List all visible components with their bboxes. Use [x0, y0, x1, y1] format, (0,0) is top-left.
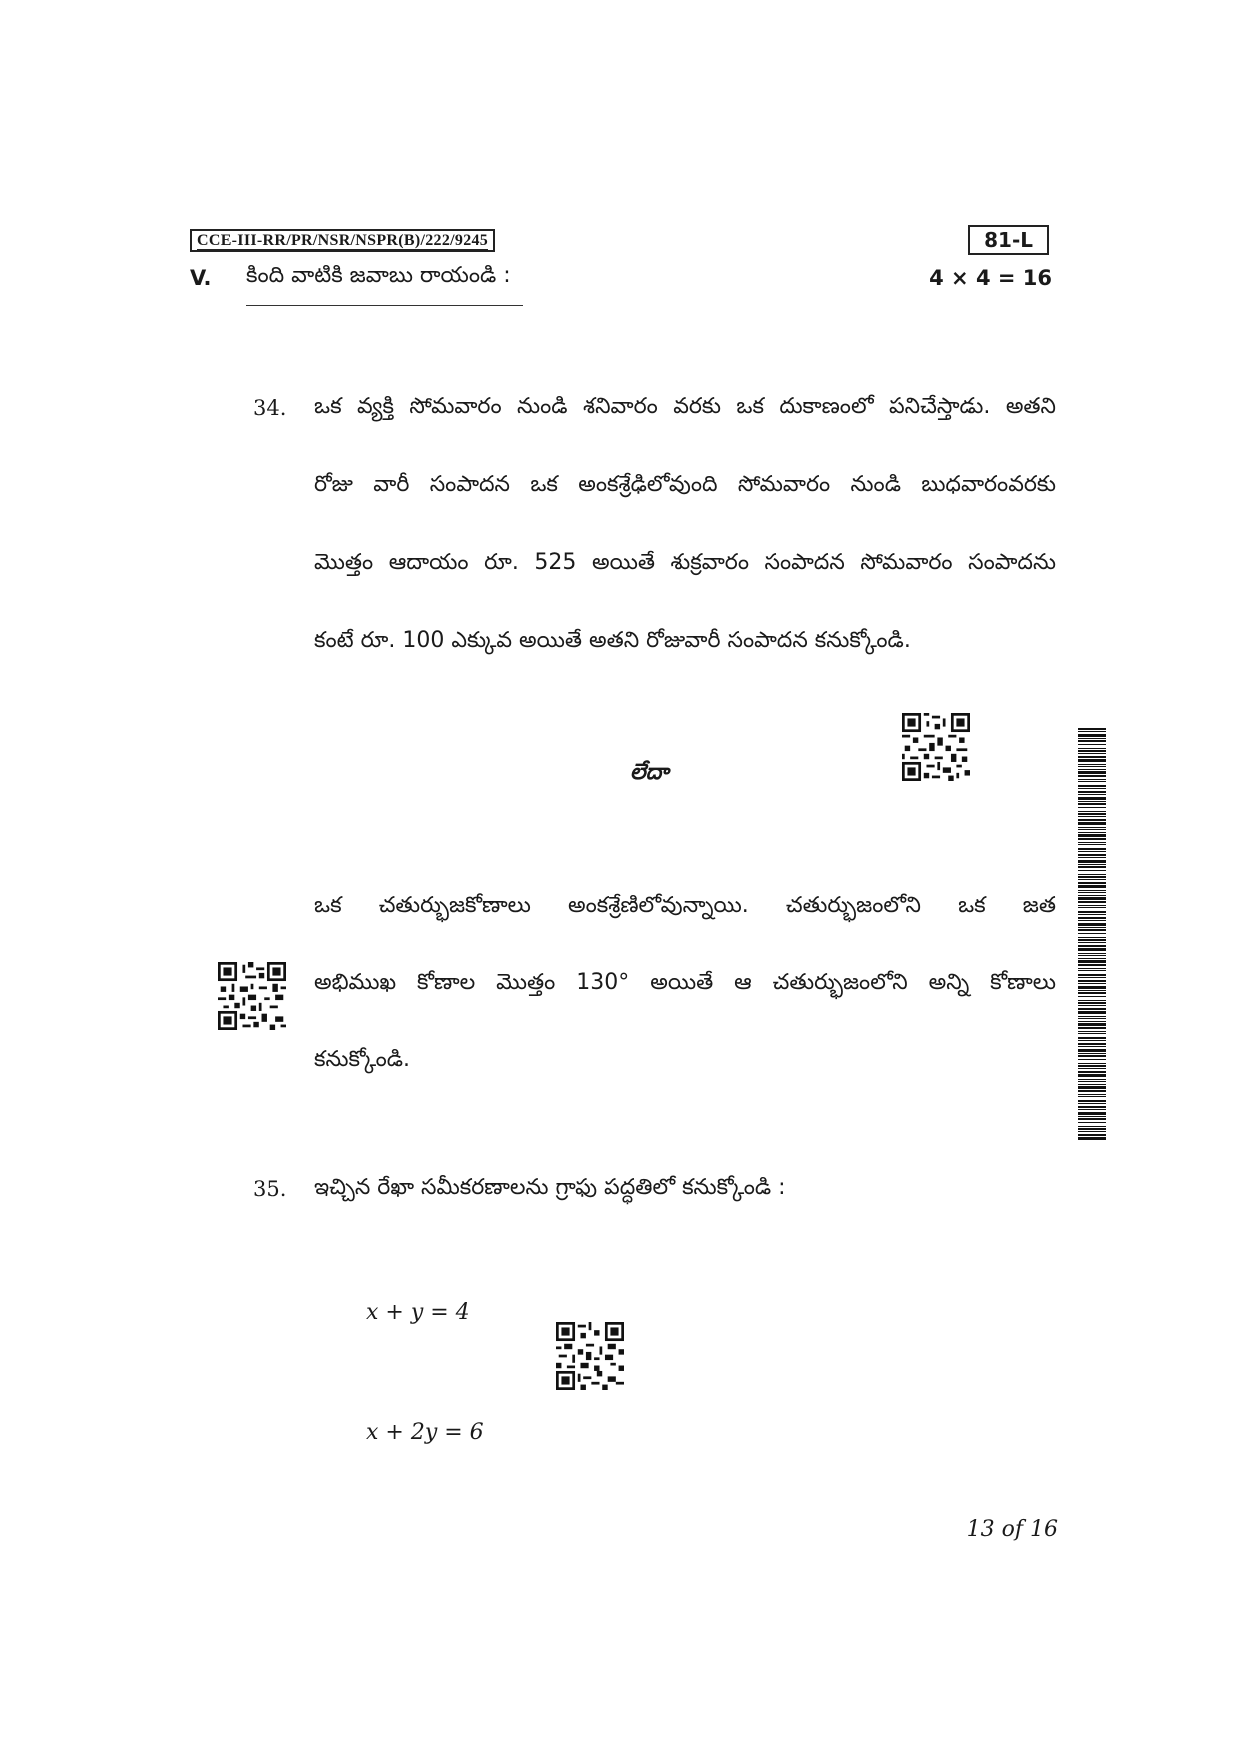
- section-number: V.: [190, 266, 212, 290]
- question-34-alt-line-1: ఒక చతుర్భుజకోణాలు అంకశ్రేణిలోవున్నాయి. చతుర్భుజంలోని ఒక జత: [314, 893, 1056, 918]
- question-34-line-2: రోజు వారీ సంపాదన ఒక అంకశ్రేఢిలోవుంది సోమవారం నుండి బుధవారంవరకు: [314, 472, 1056, 497]
- section-title: కింది వాటికి జవాబు రాయండి :: [246, 263, 523, 306]
- question-35-text: ఇచ్చిన రేఖా సమీకరణాలను గ్రాఫు పద్ధతిలో కనుక్కోండి :: [314, 1175, 786, 1200]
- question-35-number: 35.: [253, 1177, 287, 1201]
- question-34-line-4: కంటే రూ. 100 ఎక్కువ అయితే అతని రోజువారీ సంపాదన కనుక్కోండి.: [314, 628, 911, 653]
- section-marks: 4 × 4 = 16: [929, 266, 1052, 290]
- qr-code-1: [902, 713, 970, 781]
- paper-code: 81-L: [968, 225, 1049, 255]
- question-34-line-3: మొత్తం ఆదాయం రూ. 525 అయితే శుక్రవారం సంపాదన సోమవారం సంపాదను: [314, 550, 1056, 575]
- question-34-line-1: ఒక వ్యక్తి సోమవారం నుండి శనివారం వరకు ఒక దుకాణంలో పనిచేస్తాడు. అతని: [314, 394, 1056, 419]
- qr-code-3: [556, 1322, 624, 1390]
- barcode: [1078, 728, 1106, 1140]
- page-number: 13 of 16: [966, 1517, 1058, 1542]
- question-34-alt-line-3: కనుక్కోండి.: [314, 1047, 411, 1072]
- or-label: లేదా: [630, 760, 669, 785]
- question-34-number: 34.: [253, 396, 287, 420]
- qr-code-2: [218, 962, 286, 1030]
- equation-2: x + 2y = 6: [366, 1420, 484, 1445]
- question-34-alt-line-2: అభిముఖ కోణాల మొత్తం 130° అయితే ఆ చతుర్భుజంలోని అన్ని కోణాలు: [314, 970, 1056, 995]
- exam-code: CCE-III-RR/PR/NSR/NSPR(B)/222/9245: [190, 229, 495, 252]
- equation-1: x + y = 4: [366, 1300, 470, 1325]
